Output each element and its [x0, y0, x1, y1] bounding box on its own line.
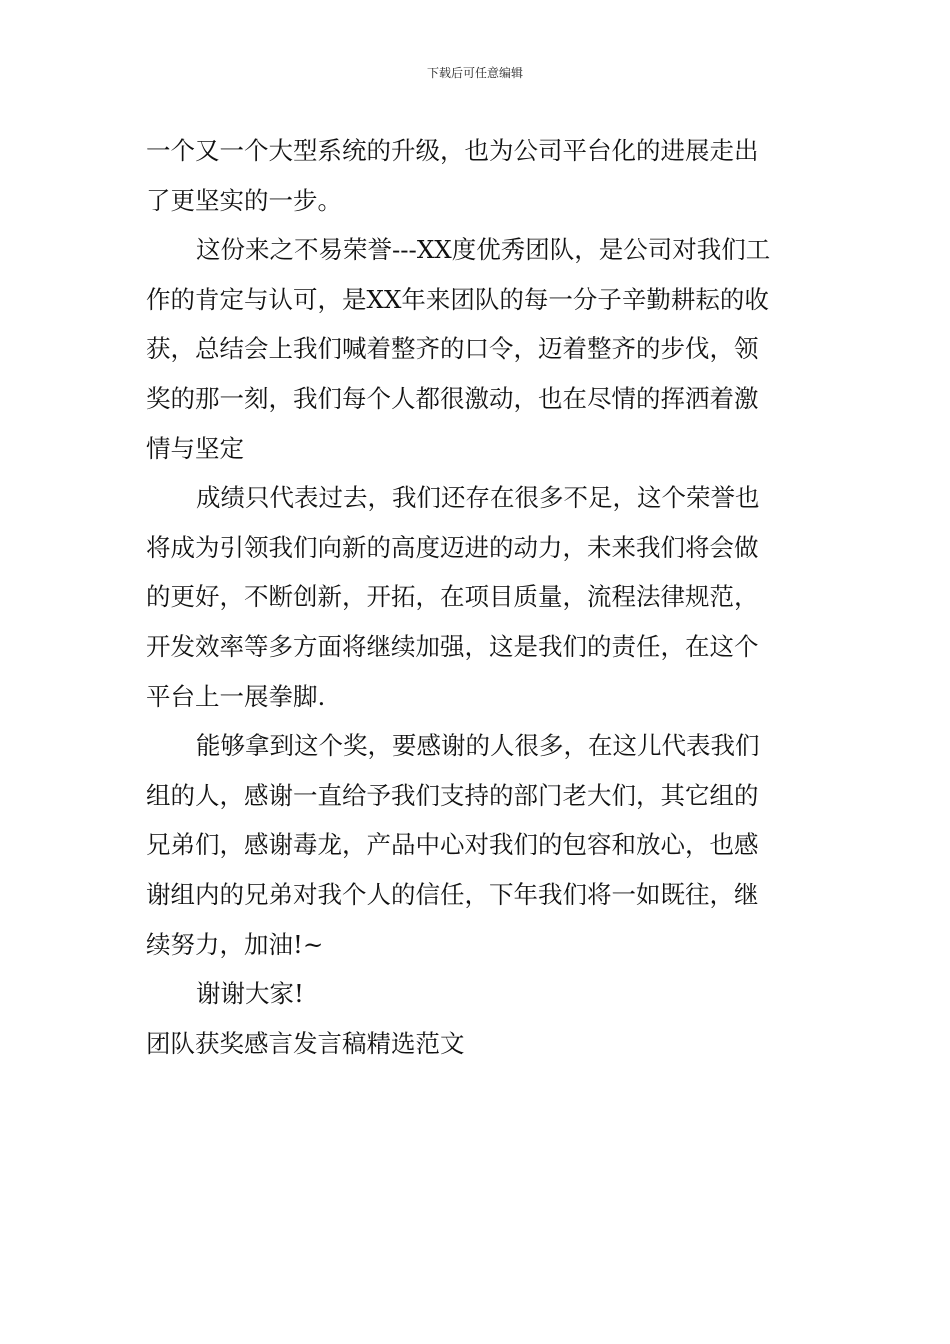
paragraph-honor	[146, 225, 806, 473]
text-line: 平台上一展拳脚.	[146, 681, 326, 711]
text-line: 谢组内的兄弟对我个人的信任，下年我们将一如既往，继	[146, 879, 759, 909]
paragraph-future	[146, 473, 806, 721]
text-line: 组的人，感谢一直给予我们支持的部门老大们，其它组的	[146, 780, 759, 810]
text-line: 谢谢大家!	[196, 979, 304, 1009]
text-line: 兄弟们，感谢毒龙，产品中心对我们的包容和放心，也感	[146, 830, 759, 860]
text-line: 续努力，加油!~	[146, 929, 324, 959]
text-line: 作的肯定与认可，是XX年来团队的每一分子辛勤耕耘的收	[146, 284, 769, 314]
page-header: 下载后可任意编辑	[426, 66, 523, 80]
text-line: 了更坚实的一步。	[146, 185, 342, 215]
text-line: 能够拿到这个奖，要感谢的人很多，在这儿代表我们	[196, 731, 760, 761]
text-line: 开发效率等多方面将继续加强，这是我们的责任，在这个	[146, 631, 759, 661]
document-title-line	[146, 1019, 806, 1069]
text-line: 成绩只代表过去，我们还存在很多不足，这个荣誉也	[196, 483, 760, 513]
document-body	[146, 126, 806, 1068]
text-line: 将成为引领我们向新的高度迈进的动力，未来我们将会做	[146, 532, 759, 562]
text-line: 的更好，不断创新，开拓，在项目质量，流程法律规范，	[146, 582, 759, 612]
text-line: 获，总结会上我们喊着整齐的口令，迈着整齐的步伐，领	[146, 334, 759, 364]
text-line: 团队获奖感言发言稿精选范文	[146, 1028, 465, 1058]
paragraph-closing	[146, 969, 806, 1019]
text-line: 情与坚定	[146, 433, 244, 463]
text-line: 奖的那一刻，我们每个人都很激动，也在尽情的挥洒着激	[146, 383, 759, 413]
text-line: 这份来之不易荣誉---XX度优秀团队，是公司对我们工	[196, 235, 771, 265]
paragraph-continuation	[146, 126, 806, 225]
text-line: 一个又一个大型系统的升级，也为公司平台化的进展走出	[146, 136, 759, 165]
paragraph-thanks	[146, 721, 806, 969]
